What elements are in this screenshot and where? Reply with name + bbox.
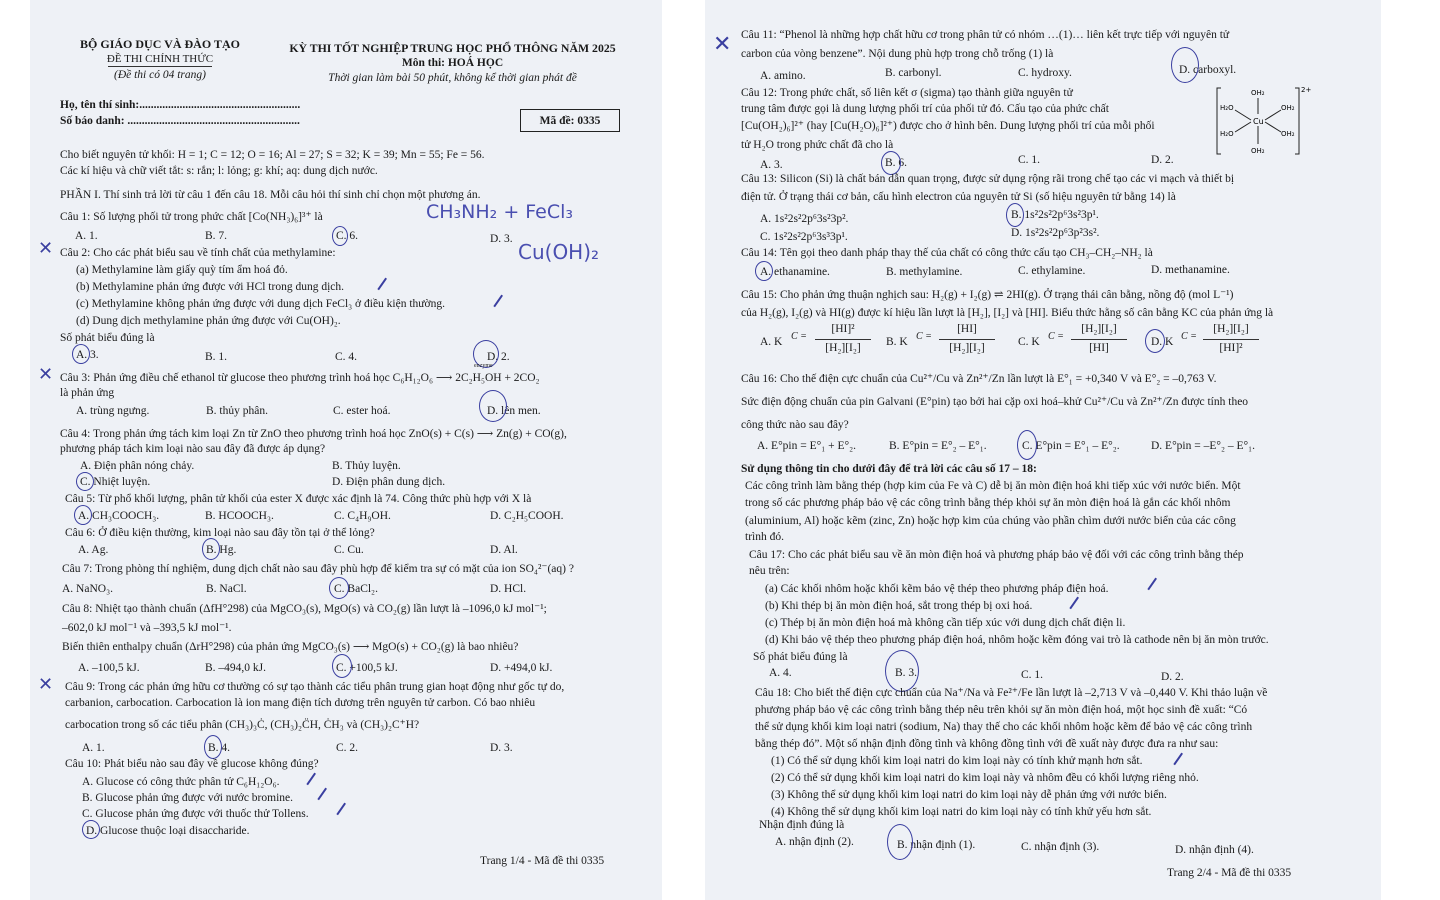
q15-option-b-num: [HI] bbox=[957, 323, 977, 335]
answer-circle-q16 bbox=[1017, 430, 1037, 460]
answer-circle-q7 bbox=[329, 577, 349, 599]
info-line-3: (aluminium, Al) hoặc kẽm (zinc, Zn) hoặc hợp kim của chúng vào phần chìm dưới nước biển của các công bbox=[745, 515, 1236, 527]
q10-option-c[interactable]: C. Glucose phản ứng được với thuốc thử Tollens. bbox=[82, 808, 309, 820]
q12-stem-2: trung tâm được gọi là dung lượng phối trí của phối tử đó. Cấu tạo của phức chất bbox=[741, 103, 1109, 115]
q15-option-d-num: [H₂][I₂] bbox=[1213, 323, 1249, 335]
handwritten-note-q2: Cu(OH)₂ bbox=[518, 240, 600, 264]
q12-stem-4: tử H₂O trong phức chất đã cho là bbox=[741, 139, 894, 151]
q4-option-d[interactable]: D. Điện phân dung dịch. bbox=[332, 476, 446, 488]
q2-statement-c: (c) Methylamine không phản ứng được với dung dịch FeCl₃ ở điều kiện thường. bbox=[76, 298, 445, 310]
q8-option-d[interactable]: D. +494,0 kJ. bbox=[490, 662, 553, 674]
q13-option-a[interactable]: A. 1s²2s²2p⁶3s²3p². bbox=[760, 213, 849, 225]
q15-option-c-label[interactable]: C. K bbox=[1018, 336, 1040, 348]
info-line-2: trong số các phương pháp bảo vệ các công trình bằng thép khỏi sự ăn mòn điện hoá là gắn các khối nhôm bbox=[745, 497, 1231, 509]
tick-mark-q17a bbox=[1147, 578, 1156, 590]
exam-page-1 bbox=[30, 0, 662, 900]
page-footer-2: Trang 2/4 - Mã đề thi 0335 bbox=[1167, 867, 1292, 879]
q13-option-d[interactable]: D. 1s²2s²2p⁶3p²3s². bbox=[1011, 227, 1100, 239]
part1-instruction: PHẦN I. Thí sinh trả lời từ câu 1 đến câu 18. Mỗi câu hỏi thí sinh chỉ chọn một phương án. bbox=[60, 189, 481, 201]
q18-ask: Nhận định đúng là bbox=[759, 819, 845, 831]
q15-option-b-label[interactable]: B. K bbox=[886, 336, 908, 348]
q3-option-c[interactable]: C. ester hoá. bbox=[333, 405, 391, 417]
q10-option-b[interactable]: B. Glucose phản ứng được với nước bromine. bbox=[82, 792, 294, 804]
q1-option-c[interactable]: C. 6. bbox=[336, 230, 359, 242]
q11-stem-cont: carbon của vòng benzene”. Nội dung phù hợp trong chỗ trống (1) là bbox=[741, 48, 1054, 60]
q6-stem: Câu 6: Ở điều kiện thường, kim loại nào sau đây tồn tại ở thể lỏng? bbox=[65, 527, 375, 539]
ligand-right-top: OH₂ bbox=[1281, 104, 1295, 112]
ligand-bottom: OH₂ bbox=[1251, 147, 1265, 155]
q17-statement-c: (c) Thép bị ăn mòn điện hoá mà không cần tiếp xúc với dung dịch chất điện li. bbox=[765, 617, 1126, 629]
q14-stem: Câu 14: Tên gọi theo danh pháp thay thế của chất có công thức cấu tạo CH₃–CH₂–NH₂ là bbox=[741, 247, 1153, 259]
cross-mark-q3: ✕ bbox=[38, 364, 54, 385]
q3-option-b[interactable]: B. thủy phân. bbox=[206, 405, 268, 417]
q15-option-b-den: [H₂][I₂] bbox=[949, 342, 985, 354]
q8-stem-cont: –602,0 kJ mol⁻¹ và –393,5 kJ mol⁻¹. bbox=[62, 622, 232, 634]
answer-circle-q9 bbox=[204, 735, 222, 759]
q7-option-b[interactable]: B. NaCl. bbox=[206, 583, 247, 595]
q1-option-a[interactable]: A. 1. bbox=[75, 230, 98, 242]
q4-option-a[interactable]: A. Điện phân nóng chảy. bbox=[80, 460, 195, 472]
header-underline bbox=[108, 66, 212, 67]
q17-statement-b: (b) Khi thép bị ăn mòn điện hoá, sắt trong thép bị oxi hoá. bbox=[765, 600, 1033, 612]
official-label: ĐỀ THI CHÍNH THỨC bbox=[106, 53, 214, 65]
info-line-4: trình đó. bbox=[745, 531, 784, 543]
q13-option-b[interactable]: B. 1s²2s²2p⁶3s²3p¹. bbox=[1011, 209, 1099, 221]
q2-option-a[interactable]: A. 3. bbox=[76, 349, 99, 361]
handwritten-note-q1: CH₃NH₂ + FeCl₃ bbox=[426, 201, 574, 223]
q15-option-a-num: [HI]² bbox=[831, 323, 855, 335]
q10-option-d[interactable]: D. Glucose thuộc loại disaccharide. bbox=[86, 825, 250, 837]
q2-option-c[interactable]: C. 4. bbox=[335, 351, 358, 363]
ligand-right-bottom: OH₂ bbox=[1281, 130, 1295, 138]
candidate-name: Họ, tên thí sinh:........................................................ bbox=[60, 99, 301, 111]
q11-option-a[interactable]: A. amino. bbox=[760, 70, 806, 82]
page-footer-1: Trang 1/4 - Mã đề thi 0335 bbox=[480, 855, 605, 867]
q5-option-c[interactable]: C. C₄H₉OH. bbox=[334, 510, 391, 522]
answer-circle-q18 bbox=[887, 824, 913, 860]
exam-page-2: ✕ Câu 11: “Phenol là những hợp chất hữu cơ trong phân tử có nhóm …(1)… liên kết trực tiếp với nguyên tử carbon của vòng benzene”. Nội dung phù hợp trong chỗ trống (1) là A. amino. B. carbonyl. C. hydroxy. D. carboxyl. Câu 12: Trong phức chất, số liên kết σ (sigma) tạo thành giữa nguyên tử trung tâm được gọi là dung lượng phối trí của phối tử đó. Cấu tạo của phức chất [Cu(OH₂)₆]²⁺ (hay [Cu(H₂O)₆]²⁺) được cho ở hình bên. Dung lượng phối trí của mỗi phối tử H₂O trong phức chất đã cho là A. 3. B. 6. C. 1. D. 2. OH₂ OH₂ H₂O H₂O OH₂ OH₂ Cu 2+ Câu 13: Silicon (Si) là chất bán dẫn quan trọng, được sử dụng rộng rãi trong chế tạo các vi mạch và thiết bị điện tử. Ở trạng thái cơ bản, cấu hình electron của nguyên tử Si (số hiệu nguyên tử bằng 14) là A. 1s²2s²2p⁶3s²3p². B. 1s²2s²2p⁶3s²3p¹. C. 1s²2s²2p⁶3s³3p¹. D. 1s²2s²2p⁶3p²3s². Câu 14: Tên gọi theo danh pháp thay thế của chất có công thức cấu tạo CH₃–CH₂–NH₂ là A. ethanamine. B. methylamine. C. ethylamine. D. methanamine. Câu 15: Cho phản ứng thuận nghịch sau: H₂(g) + I₂(g) ⇌ 2HI(g). Ở trạng thái cân bằng, nồng độ (mol L⁻¹) của H₂(g), I₂(g) và HI(g) được kí hiệu lần lượt là [H₂], [I₂] và [HI]. Biểu thức hằng số cân bằng KC của phản ứng là A. K C = [HI]² [H₂][I₂] B. K C = [HI] [H₂][I₂] C. K C = [H₂][I₂] [HI] D. K C = [H₂][I₂] [HI]² Câu 16: Cho thế điện cực chuẩn của Cu²⁺/Cu và Zn²⁺/Zn lần lượt là E°₁ = +0,340 V và E°₂ = –0,763 V. Sức điện động chuẩn của pin Galvani (E°pin) tạo bởi hai cặp oxi hoá–khử Cu²⁺/Cu và Zn²⁺/Zn được tính theo công thức nào sau đây? A. E°pin = E°₁ + E°₂. B. E°pin = E°₂ – E°₁. C. E°pin = E°₁ – E°₂. D. E°pin = –E°₂ – E°₁. Sử dụng thông tin cho dưới đây để trả lời các câu số 17 – 18: Các công trình làm bằng thép (hợp kim của Fe và C) dễ bị ăn mòn điện hoá khi tiếp xúc với nước biển. Một trong số các phương pháp bảo vệ các công trình bằng thép khỏi sự ăn mòn điện hoá là gắn các khối nhôm (aluminium, Al) hoặc kẽm (zinc, Zn) hoặc hợp kim của chúng vào phần chìm dưới nước biển của các công trình đó. Câu 17: Cho các phát biểu sau về ăn mòn điện hoá và phương pháp bảo vệ đối với các công trình bằng thép nêu trên: (a) Các khối nhôm hoặc khối kẽm bảo vệ thép theo phương pháp điện hoá. (b) Khi thép bị ăn mòn điện hoá, sắt trong thép bị oxi hoá. (c) Thép bị ăn mòn điện hoá mà không cần tiếp xúc với dung dịch chất điện li. (d) Khi bảo vệ thép theo phương pháp điện hoá, nhôm hoặc kẽm đóng vai trò là cathode nên bị ăn mòn trước. Số phát biểu đúng là A. 4. B. 3. C. 1. D. 2. Câu 18: Cho biết thế điện cực chuẩn của Na⁺/Na và Fe²⁺/Fe lần lượt là –2,713 V và –0,440 V. Khi thảo luận về phương pháp bảo vệ các công trình bằng thép nêu trên khỏi sự ăn mòn điện hoá, một học sinh đề xuất: “Có thể sử dụng khối kim loại natri (sodium, Na) thay thế cho các khối nhôm hoặc kẽm để bảo vệ các công trình bằng thép đó”. Một số nhận định đồng tình và không đồng tình với đề xuất này được đưa ra như sau: (1) Có thể sử dụng khối kim loại natri do kim loại này có tính khử mạnh hơn sắt. (2) Có thể sử dụng khối kim loại natri do kim loại này và nhôm đều có khối lượng riêng nhỏ. (3) Không thể sử dụng khối kim loại natri do kim loại này dễ phản ứng với nước biển. (4) Không thể sử dụng khối kim loại natri do kim loại này có tính khử yếu hơn sắt. Nhận định đúng là A. nhận định (2). B. nhận định (1). C. nhận định (3). D. nhận định (4). Trang 2/4 - Mã đề thi 0335 bbox=[705, 0, 1381, 900]
answer-circle-q8 bbox=[332, 654, 352, 678]
q2-statement-d: (d) Dung dịch methylamine phản ứng được với Cu(OH)₂. bbox=[76, 315, 341, 327]
q13-stem: Câu 13: Silicon (Si) là chất bán dẫn quan trọng, được sử dụng rộng rãi trong chế tạo các vi mạch và thiết bị bbox=[741, 173, 1235, 185]
q6-option-b[interactable]: B. Hg. bbox=[206, 544, 237, 556]
q12-option-c[interactable]: C. 1. bbox=[1018, 154, 1041, 166]
answer-circle-q15 bbox=[1145, 329, 1165, 353]
q17-ask: Số phát biểu đúng là bbox=[753, 651, 848, 663]
q18-stem-2: phương pháp bảo vệ các công trình bằng thép nêu trên khỏi sự ăn mòn điện hoá, một học sinh đề xuất: “Có bbox=[755, 704, 1248, 716]
q3-stem-cont: là phản ứng bbox=[60, 387, 115, 399]
tick-mark-q10c bbox=[336, 803, 345, 815]
q17-stem-cont: nêu trên: bbox=[749, 565, 790, 577]
q9-stem: Câu 9: Trong các phản ứng hữu cơ thường có sự tạo thành các tiểu phân trung gian hoạt động như gốc tự do, bbox=[65, 681, 565, 693]
q14-option-c[interactable]: C. ethylamine. bbox=[1018, 265, 1086, 277]
pages-note: (Đề thi có 04 trang) bbox=[114, 69, 206, 81]
q15-stem-cont: của H₂(g), I₂(g) và HI(g) được kí hiệu lần lượt là [H₂], [I₂] và [HI]. Biểu thức hằng số cân bằng KC của phản ứng là bbox=[741, 307, 1274, 319]
q16-option-c[interactable]: C. E°pin = E°₁ – E°₂. bbox=[1022, 440, 1120, 452]
q10-option-a[interactable]: A. Glucose có công thức phân tử C₆H₁₂O₆. bbox=[82, 776, 280, 788]
q3-option-a[interactable]: A. trùng ngưng. bbox=[76, 405, 150, 417]
q3-option-d[interactable]: D. lên men. bbox=[487, 405, 541, 417]
answer-circle-q1 bbox=[332, 226, 348, 246]
cross-mark-q11: ✕ bbox=[713, 32, 732, 57]
q12-option-d[interactable]: D. 2. bbox=[1151, 154, 1174, 166]
q16-stem: Câu 16: Cho thế điện cực chuẩn của Cu²⁺/Cu và Zn²⁺/Zn lần lượt là E°₁ = +0,340 V và E°₂ = –0,763 V. bbox=[741, 373, 1217, 385]
answer-circle-q2a bbox=[72, 344, 90, 364]
q5-option-b[interactable]: B. HCOOCH₃. bbox=[205, 510, 274, 522]
q7-option-c[interactable]: C. BaCl₂. bbox=[334, 583, 378, 595]
q14-option-d[interactable]: D. methanamine. bbox=[1151, 264, 1230, 276]
q17-option-b[interactable]: B. 3. bbox=[895, 667, 918, 679]
q18-statement-1: (1) Có thể sử dụng khối kim loại natri do kim loại này có tính khử mạnh hơn sắt. bbox=[771, 755, 1143, 767]
q15-option-c-den: [HI] bbox=[1089, 342, 1109, 354]
q17-statement-d: (d) Khi bảo vệ thép theo phương pháp điện hoá, nhôm hoặc kẽm đóng vai trò là cathode nên bị ăn mòn trước. bbox=[765, 634, 1269, 646]
answer-circle-q5 bbox=[74, 505, 92, 525]
q3-enzyme-label: enzyme bbox=[474, 363, 493, 369]
q16-option-b[interactable]: B. E°pin = E°₂ – E°₁. bbox=[889, 440, 987, 452]
q2-stem: Câu 2: Cho các phát biểu sau về tính chất của methylamine: bbox=[60, 247, 336, 259]
q14-option-b[interactable]: B. methylamine. bbox=[886, 266, 963, 278]
info-title: Sử dụng thông tin cho dưới đây để trả lời các câu số 17 – 18: bbox=[741, 463, 1037, 475]
q12-option-a[interactable]: A. 3. bbox=[760, 159, 783, 171]
q5-option-d[interactable]: D. C₂H₅COOH. bbox=[490, 510, 564, 522]
cross-mark-q2: ✕ bbox=[38, 238, 54, 259]
q6-option-a[interactable]: A. Ag. bbox=[78, 544, 109, 556]
q16-option-a[interactable]: A. E°pin = E°₁ + E°₂. bbox=[757, 440, 856, 452]
q12-stem: Câu 12: Trong phức chất, số liên kết σ (sigma) tạo thành giữa nguyên tử bbox=[741, 87, 1073, 99]
q7-stem: Câu 7: Trong phòng thí nghiệm, dung dịch chất nào sau đây phù hợp để kiểm tra sự có mặt của ion SO₄²⁻(aq) ? bbox=[62, 563, 574, 575]
symbols-note: Các kí hiệu và chữ viết tắt: s: rắn; l: lỏng; g: khí; aq: dung dịch nước. bbox=[60, 165, 378, 177]
q16-stem-cont: Sức điện động chuẩn của pin Galvani (E°pin) tạo bởi hai cặp oxi hoá–khử Cu²⁺/Cu và Zn²⁺/Zn được tính theo bbox=[741, 396, 1249, 408]
tick-mark-q2b bbox=[377, 278, 386, 290]
q18-statement-2: (2) Có thể sử dụng khối kim loại natri do kim loại này và nhôm đều có khối lượng riêng nhỏ. bbox=[771, 772, 1199, 784]
q12-option-b[interactable]: B. 6. bbox=[885, 157, 908, 169]
q18-statement-4: (4) Không thể sử dụng khối kim loại natri do kim loại này có tính khử yếu hơn sắt. bbox=[771, 806, 1152, 818]
q1-option-b[interactable]: B. 7. bbox=[205, 230, 228, 242]
q18-option-c[interactable]: C. nhận định (3). bbox=[1021, 841, 1100, 853]
q5-stem: Câu 5: Từ phổ khối lượng, phân tử khối của ester X được xác định là 74. Công thức phù hợp với X là bbox=[65, 493, 532, 505]
q18-statement-3: (3) Không thể sử dụng khối kim loại natri do kim loại này dễ phản ứng với nước biển. bbox=[771, 789, 1167, 801]
subject: Môn thi: HOÁ HỌC bbox=[401, 57, 504, 69]
q8-option-b[interactable]: B. –494,0 kJ. bbox=[205, 662, 267, 674]
q11-option-b[interactable]: B. carbonyl. bbox=[885, 67, 942, 79]
ligand-top: OH₂ bbox=[1251, 89, 1265, 97]
tick-mark-q17b bbox=[1069, 597, 1078, 609]
atomic-masses: Cho biết nguyên tử khối: H = 1; C = 12; O = 16; Al = 27; S = 32; K = 39; Mn = 55; Fe = 56. bbox=[60, 149, 485, 161]
exam-time: Thời gian làm bài 50 phút, không kể thời gian phát đề bbox=[328, 72, 577, 84]
complex-charge: 2+ bbox=[1301, 86, 1312, 94]
q9-stem-cont: carbanion, carbocation. Carbocation là ion mang điện tích dương trên nguyên tử carbon. Có bao nhiêu bbox=[65, 697, 536, 709]
q17-option-a[interactable]: A. 4. bbox=[769, 667, 792, 679]
answer-circle-q6 bbox=[202, 538, 220, 560]
q5-option-a[interactable]: A. CH₃COOCH₃. bbox=[78, 510, 160, 522]
q17-statement-a: (a) Các khối nhôm hoặc khối kẽm bảo vệ thép theo phương pháp điện hoá. bbox=[765, 583, 1109, 595]
q9-stem-ask: carbocation trong số các tiểu phân (CH₃)₃Ċ, (CH₃)₂C̈H, ĊH₃ và (CH₃)₂C⁺H? bbox=[65, 719, 420, 731]
q6-option-c[interactable]: C. Cu. bbox=[334, 544, 364, 556]
cross-mark-q9: ✕ bbox=[38, 674, 54, 695]
info-line-1: Các công trình làm bằng thép (hợp kim của Fe và C) dễ bị ăn mòn điện hoá khi tiếp xúc với nước biển. Một bbox=[745, 480, 1241, 492]
q8-option-a[interactable]: A. –100,5 kJ. bbox=[78, 662, 140, 674]
q16-stem-ask: công thức nào sau đây? bbox=[741, 419, 849, 431]
q1-stem: Câu 1: Số lượng phối tử trong phức chất [Co(NH₃)₆]³⁺ là bbox=[60, 211, 323, 223]
q9-option-d[interactable]: D. 3. bbox=[490, 742, 513, 754]
copper-complex-figure bbox=[1215, 84, 1315, 158]
q4-option-b[interactable]: B. Thủy luyện. bbox=[332, 460, 401, 472]
q7-option-a[interactable]: A. NaNO₃. bbox=[62, 583, 113, 595]
q18-option-d[interactable]: D. nhận định (4). bbox=[1175, 844, 1254, 856]
q15-option-c-num: [H₂][I₂] bbox=[1081, 323, 1117, 335]
answer-circle-q14 bbox=[755, 261, 773, 281]
q3-stem: Câu 3: Phản ứng điều chế ethanol từ glucose theo phương trình hoá học C₆H₁₂O₆ ⟶ 2C₂H₅OH + 2CO₂ bbox=[60, 372, 540, 384]
q2-statement-a: (a) Methylamine làm giấy quỳ tím ẩm hoá đỏ. bbox=[76, 264, 288, 276]
q6-option-d[interactable]: D. Al. bbox=[490, 544, 518, 556]
answer-circle-q13 bbox=[1006, 203, 1024, 227]
tick-mark-q18-1 bbox=[1173, 753, 1182, 765]
answer-circle-q4 bbox=[76, 472, 94, 491]
q11-option-d[interactable]: D. carboxyl. bbox=[1179, 64, 1237, 76]
q16-option-d[interactable]: D. E°pin = –E°₂ – E°₁. bbox=[1151, 440, 1255, 452]
q7-option-d[interactable]: D. HCl. bbox=[490, 583, 527, 595]
q15-option-d-den: [HI]² bbox=[1219, 342, 1243, 354]
q15-option-d-label[interactable]: D. K bbox=[1151, 336, 1174, 348]
answer-circle-q3 bbox=[479, 390, 507, 422]
q1-option-d[interactable]: D. 3. bbox=[490, 233, 513, 245]
q9-option-c[interactable]: C. 2. bbox=[336, 742, 359, 754]
tick-mark-q10b bbox=[317, 788, 326, 800]
tick-mark-q10a bbox=[306, 773, 315, 785]
q18-stem-3: thể sử dụng khối kim loại natri (sodium, Na) thay thế cho các khối nhôm hoặc kẽm để bảo vệ các công trình bbox=[755, 721, 1253, 733]
q18-option-b[interactable]: B. nhận định (1). bbox=[897, 839, 976, 851]
q9-option-a[interactable]: A. 1. bbox=[82, 742, 105, 754]
q18-option-a[interactable]: A. nhận định (2). bbox=[775, 836, 854, 848]
q11-stem: Câu 11: “Phenol là những hợp chất hữu cơ trong phân tử có nhóm …(1)… liên kết trực tiếp với nguyên tử bbox=[741, 29, 1230, 41]
q14-option-a[interactable]: A. ethanamine. bbox=[760, 266, 830, 278]
answer-circle-q11 bbox=[1171, 47, 1199, 83]
q4-option-c[interactable]: C. Nhiệt luyện. bbox=[80, 476, 151, 488]
exam-code: Mã đề: 0335 bbox=[539, 115, 601, 127]
ministry-name: BỘ GIÁO DỤC VÀ ĐÀO TẠO bbox=[80, 37, 240, 51]
q17-stem: Câu 17: Cho các phát biểu sau về ăn mòn điện hoá và phương pháp bảo vệ đối với các công trình bằng thép bbox=[749, 549, 1244, 561]
q18-stem-4: bằng thép đó”. Một số nhận định đồng tình và không đồng tình với đề xuất này được đưa ra như sau: bbox=[755, 738, 1219, 750]
central-atom: Cu bbox=[1253, 117, 1264, 126]
q4-stem: Câu 4: Trong phản ứng tách kim loại Zn từ ZnO theo phương trình hoá học ZnO(s) + C(s) ⟶ Zn(g) + CO(g), bbox=[60, 428, 567, 440]
q8-stem: Câu 8: Nhiệt tạo thành chuẩn (ΔfH°298) của MgCO₃(s), MgO(s) và CO₂(g) lần lượt là –1096,0 kJ mol⁻¹; bbox=[62, 603, 547, 615]
q13-stem-cont: điện tử. Ở trạng thái cơ bản, cấu hình electron của nguyên tử Si (số hiệu nguyên tử bằng 14) là bbox=[741, 191, 1176, 203]
q10-stem: Câu 10: Phát biểu nào sau đây về glucose không đúng? bbox=[65, 758, 319, 770]
q2-option-b[interactable]: B. 1. bbox=[205, 351, 228, 363]
answer-circle-q10 bbox=[82, 820, 100, 839]
q2-statement-b: (b) Methylamine phản ứng được với HCl trong dung dịch. bbox=[76, 281, 345, 293]
q9-option-b[interactable]: B. 4. bbox=[208, 742, 231, 754]
exam-title: KỲ THI TỐT NGHIỆP TRUNG HỌC PHỔ THÔNG NĂM 2025 bbox=[289, 41, 616, 55]
q13-option-c[interactable]: C. 1s²2s²2p⁶3s³3p¹. bbox=[760, 231, 848, 243]
tick-mark-q2c bbox=[493, 295, 502, 307]
q12-stem-3: [Cu(OH₂)₆]²⁺ (hay [Cu(H₂O)₆]²⁺) được cho ở hình bên. Dung lượng phối trí của mỗi phối bbox=[741, 120, 1155, 132]
q8-stem-ask: Biến thiên enthalpy chuẩn (ΔrH°298) của phản ứng MgCO₃(s) ⟶ MgO(s) + CO₂(g) là bao nhiêu? bbox=[62, 641, 519, 653]
q15-option-a-label[interactable]: A. K bbox=[760, 336, 783, 348]
q18-stem: Câu 18: Cho biết thế điện cực chuẩn của Na⁺/Na và Fe²⁺/Fe lần lượt là –2,713 V và –0,440 V. Khi thảo luận về bbox=[755, 687, 1268, 699]
q17-option-c[interactable]: C. 1. bbox=[1021, 669, 1044, 681]
q2-option-d[interactable]: D. 2. bbox=[487, 351, 510, 363]
q17-option-d[interactable]: D. 2. bbox=[1161, 671, 1184, 683]
candidate-id: Số báo danh: ............................................................ bbox=[60, 115, 300, 127]
q15-option-a-den: [H₂][I₂] bbox=[825, 342, 861, 354]
q2-ask: Số phát biểu đúng là bbox=[60, 332, 155, 344]
q8-option-c[interactable]: C. +100,5 kJ. bbox=[336, 662, 398, 674]
ligand-left-bottom: H₂O bbox=[1220, 130, 1234, 138]
ligand-left-top: H₂O bbox=[1220, 104, 1234, 112]
q11-option-c[interactable]: C. hydroxy. bbox=[1018, 67, 1072, 79]
q4-stem-cont: phương pháp tách kim loại nào sau đây đã được áp dụng? bbox=[60, 443, 326, 455]
q15-stem: Câu 15: Cho phản ứng thuận nghịch sau: H₂(g) + I₂(g) ⇌ 2HI(g). Ở trạng thái cân bằng, nồng độ (mol L⁻¹) bbox=[741, 289, 1234, 301]
